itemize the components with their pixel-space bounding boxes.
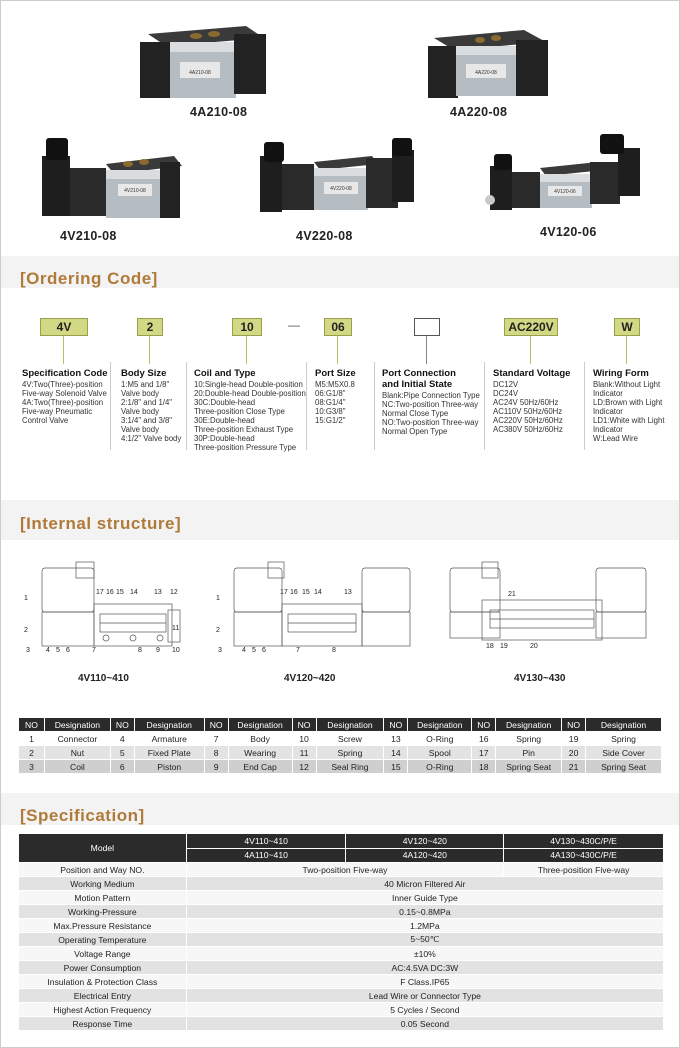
- ordering-block-wiring: Wiring Form Blank:Without Light Indicator LD:Brown with Light Indicator LD1:White with Light Indicator W:Lead Wire: [593, 368, 665, 443]
- svg-text:15: 15: [302, 589, 310, 596]
- model-4v-group-3: 4V130~430C/P/E: [504, 834, 664, 849]
- spec-row: Power Consumption AC:4.5VA DC:3W: [19, 961, 664, 975]
- internal-structure-title: [Internal structure]: [20, 514, 182, 533]
- svg-text:3: 3: [26, 647, 30, 654]
- svg-text:17: 17: [96, 589, 104, 596]
- code-leader-wiring: [626, 336, 627, 364]
- spec-row: Highest Action Frequency 5 Cycles / Second: [19, 1003, 664, 1017]
- code-leader-port: [337, 336, 338, 364]
- ordering-block-spec: Specification Code 4V:Two(Three)-position Five-way Solenoid Valve 4A:Two(Three)-position Five-way Pneumatic Control Valve: [22, 368, 108, 425]
- svg-text:4A220-08: 4A220-08: [475, 70, 497, 76]
- svg-text:7: 7: [296, 647, 300, 654]
- internal-diagram-4v130: [446, 560, 656, 660]
- col-header: NO: [562, 718, 586, 732]
- model-4a-group-1: 4A110~410: [186, 848, 346, 863]
- product-label-4a210: 4A210-08: [190, 105, 248, 119]
- divider: [484, 362, 485, 450]
- svg-text:3: 3: [218, 647, 222, 654]
- code-box-port-connection: [414, 318, 440, 336]
- svg-text:4: 4: [242, 647, 246, 654]
- svg-text:21: 21: [508, 591, 516, 598]
- ordering-block-port-connection: Port Connection and Initial State Blank:Pipe Connection Type NC:Two-position Three-way Normal Close Type NO:Two-position Three-way Normal Open Type: [382, 368, 480, 436]
- svg-text:10: 10: [172, 647, 180, 654]
- col-header: Designation: [586, 718, 662, 732]
- svg-text:19: 19: [500, 643, 508, 650]
- diagram-label-4v110: 4V110~410: [78, 673, 129, 684]
- model-4v-group-1: 4V110~410: [186, 834, 346, 849]
- col-header: NO: [472, 718, 496, 732]
- parts-table: [18, 717, 662, 774]
- svg-text:8: 8: [138, 647, 142, 654]
- svg-text:11: 11: [172, 625, 180, 632]
- code-box-spec: 4V: [40, 318, 88, 336]
- svg-text:18: 18: [486, 643, 494, 650]
- valve-4v210-image: [34, 134, 184, 230]
- divider: [110, 362, 111, 450]
- col-header: NO: [384, 718, 408, 732]
- svg-text:4V210-08: 4V210-08: [124, 188, 146, 194]
- internal-diagram-4v120: [214, 560, 414, 660]
- code-leader-coil: [246, 336, 247, 364]
- svg-text:7: 7: [92, 647, 96, 654]
- svg-text:6: 6: [262, 647, 266, 654]
- valve-4v220-image: [254, 136, 424, 226]
- parts-header-row: [19, 718, 662, 732]
- code-box-body-size: 2: [137, 318, 163, 336]
- svg-text:14: 14: [130, 589, 138, 596]
- svg-text:9: 9: [156, 647, 160, 654]
- product-label-4v220: 4V220-08: [296, 229, 353, 243]
- model-label: Model: [19, 834, 187, 863]
- table-row: 1 Connector 4 Armature 7 Body 10 Screw 13 O-Ring 16 Spring 19 Spring: [19, 732, 662, 746]
- svg-text:8: 8: [332, 647, 336, 654]
- valve-4a210-image: [136, 22, 272, 102]
- svg-text:16: 16: [106, 589, 114, 596]
- col-header: Designation: [44, 718, 110, 732]
- svg-text:14: 14: [314, 589, 322, 596]
- product-label-4v210: 4V210-08: [60, 229, 117, 243]
- col-header: Designation: [134, 718, 204, 732]
- table-row: 2 Nut 5 Fixed Plate 8 Wearing 11 Spring 14 Spool 17 Pin 20 Side Cover: [19, 746, 662, 760]
- svg-text:12: 12: [170, 589, 178, 596]
- spec-model-row-1: [19, 834, 664, 849]
- code-leader-voltage: [530, 336, 531, 364]
- svg-text:4A210-08: 4A210-08: [189, 70, 211, 76]
- spec-row-position: Position and Way NO. Two-position Five-way Three-position Five-way: [19, 863, 664, 877]
- spec-row: Max.Pressure Resistance 1.2MPa: [19, 919, 664, 933]
- col-header: Designation: [496, 718, 562, 732]
- col-header: Designation: [408, 718, 472, 732]
- svg-text:6: 6: [66, 647, 70, 654]
- svg-text:13: 13: [344, 589, 352, 596]
- svg-text:2: 2: [216, 627, 220, 634]
- table-row: 3 Coil 6 Piston 9 End Cap 12 Seal Ring 15 O-Ring 18 Spring Seat 21 Spring Seat: [19, 760, 662, 774]
- divider: [374, 362, 375, 450]
- svg-text:15: 15: [116, 589, 124, 596]
- valve-4a220-image: [424, 22, 554, 102]
- diagram-label-4v130: 4V130~430: [514, 673, 566, 684]
- ordering-block-coil: Coil and Type 10:Single-head Double-position 20:Double-head Double-position 30C:Double-head Three-position Close Type 30E:Double-head Three-position Exhaust Type 30P:Double-head Three-position Pressure Type: [194, 368, 306, 452]
- spec-row: Motion Pattern Inner Guide Type: [19, 891, 664, 905]
- spec-row: Insulation & Protection Class F Class.IP65: [19, 975, 664, 989]
- svg-text:1: 1: [216, 595, 220, 602]
- code-leader-body: [149, 336, 150, 364]
- code-box-coil: 10: [232, 318, 262, 336]
- svg-text:4V220-08: 4V220-08: [330, 186, 352, 192]
- model-4a-group-2: 4A120~420: [346, 848, 504, 863]
- spec-row: Operating Temperature 5~50℃: [19, 933, 664, 947]
- code-box-port-size: 06: [324, 318, 352, 336]
- code-leader-connection: [426, 336, 427, 364]
- col-header: NO: [19, 718, 45, 732]
- spec-row: Working Medium 40 Micron Filtered Air: [19, 877, 664, 891]
- spec-table: [18, 833, 664, 1031]
- svg-text:13: 13: [154, 589, 162, 596]
- spec-row: Response Time 0.05 Second: [19, 1017, 664, 1031]
- col-header: Designation: [228, 718, 292, 732]
- internal-diagram-4v110: [20, 560, 190, 660]
- specification-title: [Specification]: [20, 806, 145, 825]
- svg-text:5: 5: [252, 647, 256, 654]
- valve-4v120-image: [482, 130, 652, 222]
- ordering-code-title: [Ordering Code]: [20, 269, 158, 288]
- spec-row: Electrical Entry Lead Wire or Connector Type: [19, 989, 664, 1003]
- divider: [306, 362, 307, 450]
- ordering-block-port-size: Port Size M5:M5X0.8 06:G1/8" 08:G1/4" 10:G3/8" 15:G1/2": [315, 368, 356, 425]
- svg-text:1: 1: [24, 595, 28, 602]
- code-dash: —: [288, 318, 300, 332]
- code-leader-spec: [63, 336, 64, 364]
- diagram-label-4v120: 4V120~420: [284, 673, 336, 684]
- col-header: Designation: [316, 718, 384, 732]
- model-4a-group-3: 4A130~430C/P/E: [504, 848, 664, 863]
- col-header: NO: [292, 718, 316, 732]
- svg-text:4V120-06: 4V120-06: [554, 189, 576, 195]
- code-box-voltage: AC220V: [504, 318, 558, 336]
- spec-row: Voltage Range ±10%: [19, 947, 664, 961]
- divider: [584, 362, 585, 450]
- ordering-block-body-size: Body Size 1:M5 and 1/8" Valve body 2:1/8" and 1/4" Valve body 3:1/4" and 3/8" Valve body 4:1/2" Valve body: [121, 368, 182, 443]
- svg-text:20: 20: [530, 643, 538, 650]
- ordering-block-voltage: Standard Voltage DC12V DC24V AC24V 50Hz/60Hz AC110V 50Hz/60Hz AC220V 50Hz/60Hz AC380V 50Hz/60Hz: [493, 368, 571, 434]
- code-box-wiring: W: [614, 318, 640, 336]
- svg-text:16: 16: [290, 589, 298, 596]
- model-4v-group-2: 4V120~420: [346, 834, 504, 849]
- svg-text:5: 5: [56, 647, 60, 654]
- svg-text:2: 2: [24, 627, 28, 634]
- product-label-4v120: 4V120-06: [540, 225, 597, 239]
- svg-text:4: 4: [46, 647, 50, 654]
- col-header: NO: [110, 718, 134, 732]
- col-header: NO: [204, 718, 228, 732]
- product-label-4a220: 4A220-08: [450, 105, 508, 119]
- svg-text:17: 17: [280, 589, 288, 596]
- spec-row: Working-Pressure 0.15~0.8MPa: [19, 905, 664, 919]
